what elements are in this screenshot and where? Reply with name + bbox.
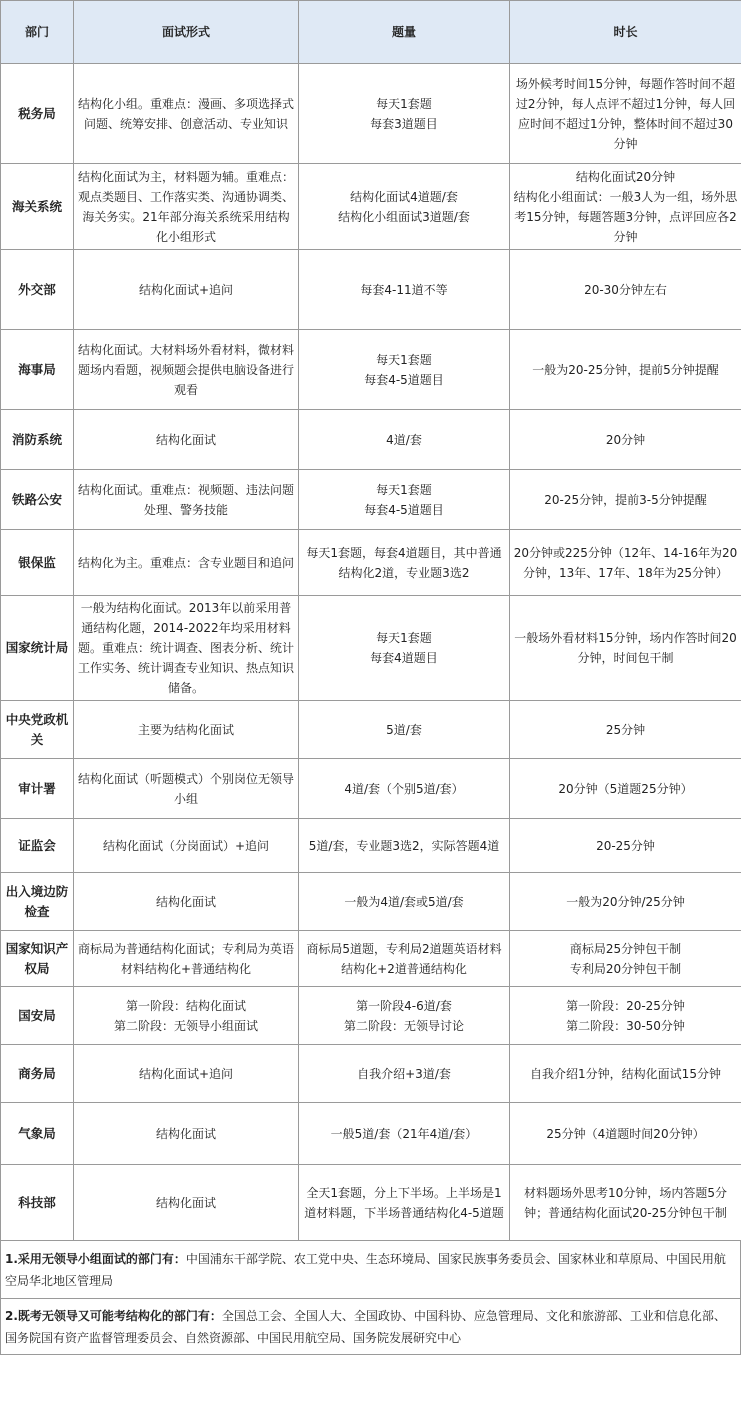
count-cell: 每天1套题，每套4道题目，其中普通结构化2道，专业题3选2 [299,530,510,596]
form-cell: 结构化面试。大材料场外看材料，微材料题场内看题，视频题会提供电脑设备进行观看 [74,330,299,410]
form-cell: 结构化面试。重难点：视频题、违法问题处理、警务技能 [74,470,299,530]
count-cell: 商标局5道题，专利局2道题英语材料结构化+2道普通结构化 [299,931,510,987]
form-cell: 结构化面试（听题模式）个别岗位无领导小组 [74,759,299,819]
count-cell: 每天1套题 每套4-5道题目 [299,330,510,410]
form-cell: 结构化小组。重难点：漫画、多项选择式问题、统筹安排、创意活动、专业知识 [74,64,299,164]
duration-cell: 20分钟（5道题25分钟） [510,759,741,819]
count-cell: 4道/套（个别5道/套） [299,759,510,819]
count-cell: 一般5道/套（21年4道/套） [299,1103,510,1165]
form-cell: 结构化为主。重难点：含专业题目和追问 [74,530,299,596]
duration-cell: 商标局25分钟包干制 专利局20分钟包干制 [510,931,741,987]
dept-cell: 国家统计局 [1,596,74,701]
table-row [1,330,741,410]
form-cell: 结构化面试为主，材料题为辅。重难点：观点类题目、工作落实类、沟通协调类、海关务实。21年部分海关系统采用结构化小组形式 [74,164,299,250]
duration-cell: 一般为20-25分钟，提前5分钟提醒 [510,330,741,410]
dept-cell: 铁路公安 [1,470,74,530]
header-form: 面试形式 [74,1,299,64]
dept-cell: 海关系统 [1,164,74,250]
table-row [1,410,741,470]
form-cell: 结构化面试（分岗面试）+追问 [74,819,299,873]
form-cell: 结构化面试 [74,410,299,470]
duration-cell: 20-25分钟，提前3-5分钟提醒 [510,470,741,530]
count-cell: 全天1套题，分上下半场。上半场是1道材料题，下半场普通结构化4-5道题 [299,1165,510,1241]
table-row [1,873,741,931]
duration-cell: 结构化面试20分钟 结构化小组面试：一般3人为一组，场外思考15分钟，每题答题3分钟，点评回应各2分钟 [510,164,741,250]
form-cell: 第一阶段：结构化面试 第二阶段：无领导小组面试 [74,987,299,1045]
table-row [1,701,741,759]
dept-cell: 消防系统 [1,410,74,470]
table-row [1,164,741,250]
duration-cell: 自我介绍1分钟，结构化面试15分钟 [510,1045,741,1103]
header-count: 题量 [299,1,510,64]
dept-cell: 科技部 [1,1165,74,1241]
count-cell: 第一阶段4-6道/套 第二阶段：无领导讨论 [299,987,510,1045]
table-row [1,530,741,596]
count-cell: 5道/套 [299,701,510,759]
dept-cell: 商务局 [1,1045,74,1103]
duration-cell: 20-25分钟 [510,819,741,873]
count-cell: 5道/套，专业题3选2，实际答题4道 [299,819,510,873]
duration-cell: 一般场外看材料15分钟，场内作答时间20分钟，时间包干制 [510,596,741,701]
note-1-text: 中国浦东干部学院、农工党中央、生态环境局、国家民族事务委员会、国家林业和草原局、中国民用航空局华北地区管理局 [5,1251,726,1288]
dept-cell: 国家知识产权局 [1,931,74,987]
table-row [1,64,741,164]
duration-cell: 场外候考时间15分钟，每题作答时间不超过2分钟，每人点评不超过1分钟，每人回应时间不超过1分钟，整体时间不超过30分钟 [510,64,741,164]
count-cell: 结构化面试4道题/套 结构化小组面试3道题/套 [299,164,510,250]
note-2-title: 2.既考无领导又可能考结构化的部门有： [5,1308,222,1323]
dept-cell: 证监会 [1,819,74,873]
dept-cell: 税务局 [1,64,74,164]
form-cell: 结构化面试+追问 [74,250,299,330]
count-cell: 4道/套 [299,410,510,470]
dept-cell: 外交部 [1,250,74,330]
table-row [1,1103,741,1165]
table-row [1,596,741,701]
duration-cell: 20-30分钟左右 [510,250,741,330]
duration-cell: 第一阶段：20-25分钟 第二阶段：30-50分钟 [510,987,741,1045]
form-cell: 主要为结构化面试 [74,701,299,759]
table-row [1,819,741,873]
header-duration: 时长 [510,1,741,64]
dept-cell: 气象局 [1,1103,74,1165]
duration-cell: 20分钟 [510,410,741,470]
form-cell: 结构化面试+追问 [74,1045,299,1103]
header-dept: 部门 [1,1,74,64]
count-cell: 每天1套题 每套3道题目 [299,64,510,164]
table-row [1,470,741,530]
form-cell: 结构化面试 [74,1103,299,1165]
note-1 [0,1241,741,1299]
table-row [1,1045,741,1103]
duration-cell: 20分钟或225分钟（12年、14-16年为20分钟，13年、17年、18年为25分钟） [510,530,741,596]
table-row [1,1165,741,1241]
table-row [1,250,741,330]
count-cell: 每天1套题 每套4-5道题目 [299,470,510,530]
duration-cell: 25分钟 [510,701,741,759]
table-row [1,759,741,819]
duration-cell: 材料题场外思考10分钟，场内答题5分钟；普通结构化面试20-25分钟包干制 [510,1165,741,1241]
form-cell: 结构化面试 [74,873,299,931]
count-cell: 一般为4道/套或5道/套 [299,873,510,931]
form-cell: 结构化面试 [74,1165,299,1241]
duration-cell: 一般为20分钟/25分钟 [510,873,741,931]
count-cell: 每天1套题 每套4道题目 [299,596,510,701]
dept-cell: 出入境边防检查 [1,873,74,931]
count-cell: 自我介绍+3道/套 [299,1045,510,1103]
count-cell: 每套4-11道不等 [299,250,510,330]
header-row [1,1,741,64]
note-2-text: 全国总工会、全国人大、全国政协、中国科协、应急管理局、文化和旅游部、工业和信息化部、国务院国有资产监督管理委员会、自然资源部、中国民用航空局、国务院发展研究中心 [5,1308,726,1345]
note-1-title: 1.采用无领导小组面试的部门有： [5,1251,186,1266]
form-cell: 商标局为普通结构化面试；专利局为英语材料结构化+普通结构化 [74,931,299,987]
form-cell: 一般为结构化面试。2013年以前采用普通结构化题，2014-2022年均采用材料题。重难点：统计调查、图表分析、统计工作实务、统计调查专业知识、热点知识储备。 [74,596,299,701]
dept-cell: 中央党政机关 [1,701,74,759]
dept-cell: 海事局 [1,330,74,410]
dept-cell: 国安局 [1,987,74,1045]
dept-cell: 银保监 [1,530,74,596]
dept-cell: 审计署 [1,759,74,819]
table-row [1,931,741,987]
note-2 [0,1299,741,1355]
table-row [1,987,741,1045]
duration-cell: 25分钟（4道题时间20分钟） [510,1103,741,1165]
